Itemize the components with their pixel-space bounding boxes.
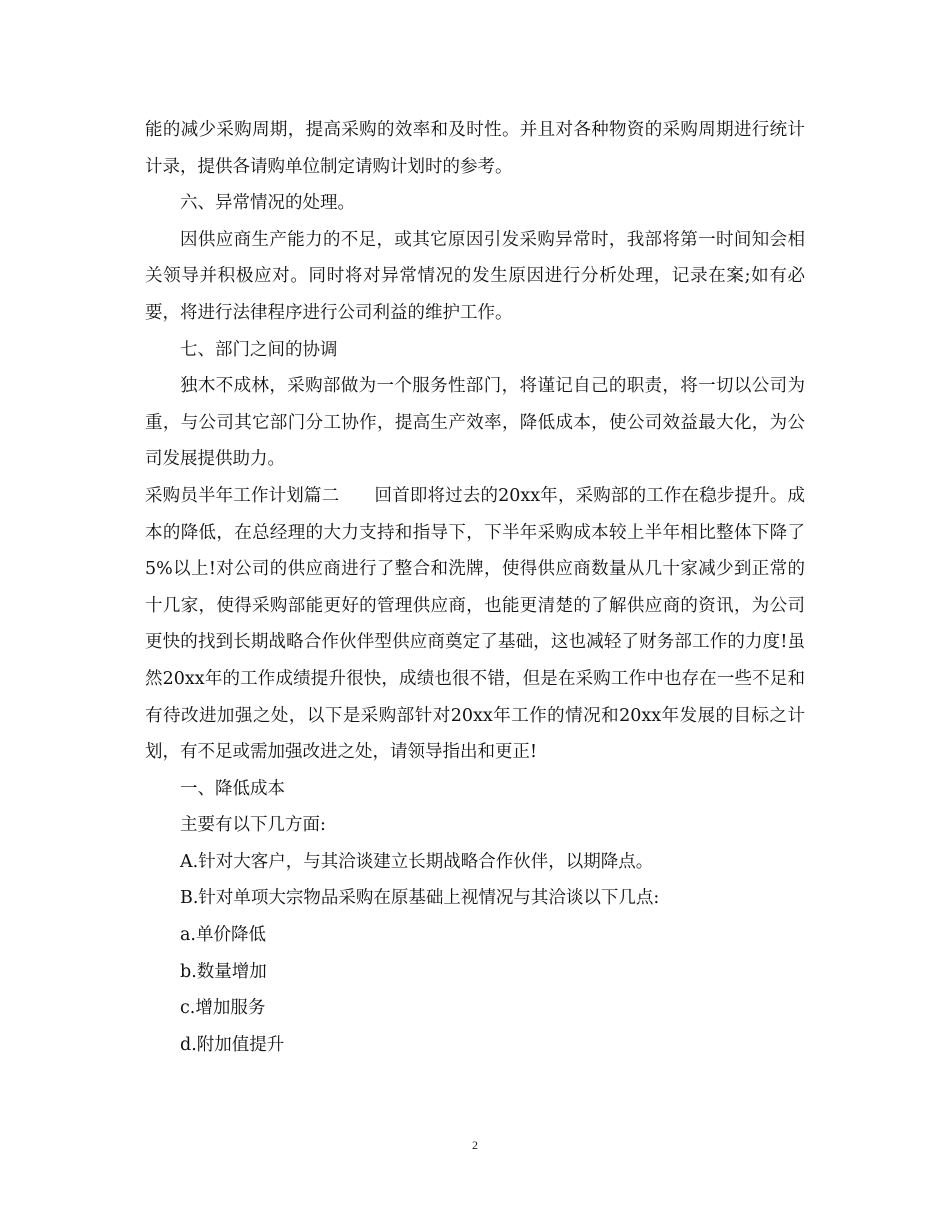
list-item-quantity: b.数量增加 xyxy=(180,961,267,982)
list-item-bulk-purchase: B.针对单项大宗物品采购在原基础上视情况与其洽谈以下几点: xyxy=(180,888,660,909)
paragraph-department-coordination: 独木不成林，采购部做为一个服务性部门，将谨记自己的职责，将一切以公司为重，与公司其它部门分工协作，提高生产效率，降低成本，使公司效益最大化，为公司发展提供助力。 xyxy=(145,376,805,470)
heading-reduce-cost: 一、降低成本 xyxy=(180,778,285,799)
paragraph-cycle-summary: 能的减少采购周期，提高采购的效率和及时性。并且对各种物资的采购周期进行统计计录，提供各请购单位制定请购计划时的参考。 xyxy=(145,120,805,177)
list-item-service: c.增加服务 xyxy=(180,998,266,1019)
paragraph-exception-handling: 因供应商生产能力的不足，或其它原因引发采购异常时，我部将第一时间知会相关领导并积极应对。同时将对异常情况的发生原因进行分析处理，记录在案;如有必要，将进行法律程序进行公司利益的维护工作。 xyxy=(145,229,805,323)
list-item-unit-price: a.单价降低 xyxy=(180,925,266,946)
paragraph-main-aspects: 主要有以下几方面: xyxy=(180,815,326,836)
list-item-added-value: d.附加值提升 xyxy=(180,1034,285,1055)
document-body xyxy=(145,112,805,1063)
heading-department-coordination: 七、部门之间的协调 xyxy=(180,339,338,360)
paragraph-plan-part-two: 采购员半年工作计划篇二 回首即将过去的20xx年，采购部的工作在稳步提升。成本的降低，在总经理的大力支持和指导下，下半年采购成本较上半年相比整体下降了5%以上!对公司的供应商进行了整合和洗牌，使得供应商数量从几十家减少到正常的十几家，使得采购部能更好的管理供应商，也能更清楚的了解供应商的资讯，为公司更快的找到长期战略合作伙伴型供应商奠定了基础，这也减轻了财务部工作的力度!虽然20xx年的工作成绩提升很快，成绩也很不错，但是在采购工作中也存在一些不足和有待改进加强之处，以下是采购部针对20xx年工作的情况和20xx年发展的目标之计划，有不足或需加强改进之处，请领导指出和更正! xyxy=(145,485,805,763)
page-number: 2 xyxy=(472,1138,478,1152)
list-item-major-clients: A.针对大客户，与其洽谈建立长期战略合作伙伴，以期降点。 xyxy=(180,851,654,872)
heading-exception-handling: 六、异常情况的处理。 xyxy=(180,193,355,214)
